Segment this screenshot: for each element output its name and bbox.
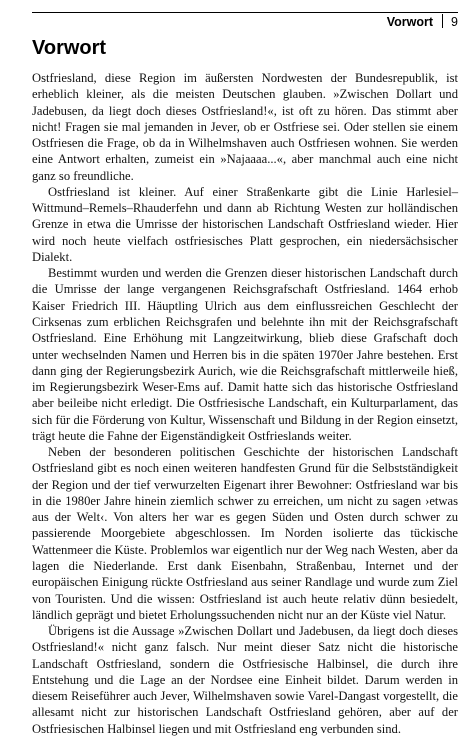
- paragraph: Ostfriesland, diese Region im äußersten Nordwesten der Bundesrepublik, ist erheblich kleiner, als die meisten Deutschen glauben. »Zwischen Dollart und Jadebusen, da liegt doch dieses Ostfriesland!«, ist oft zu hören. Das stimmt aber nicht! Fragen sie mal jemanden in Jever, ob er Ostfriese sei. Oder stellen sie einem Ostfriesen die Frage, ob da in Wilhelmshaven auch Ostfriesen wohnen. Sie werden eine Antwort erhalten, zumeist ein »Najaaaa...«, aber manchmal auch eine nicht ganz so freundliche.: [32, 71, 458, 183]
- paragraph: Bestimmt wurden und werden die Grenzen dieser historischen Landschaft durch die Umrisse der lange vergangenen Reichsgrafschaft Ostfriesland. 1464 erhob Kaiser Friedrich III. Häuptling Ulrich aus dem einflussreichen Geschlecht der Cirksenas zum erblichen Reichsgrafen und belehnte ihn mit der Reichsgrafschaft Ostfriesland. Eine Erhöhung mit Langzeitwirkung, blieb diese Grafschaft doch unter wechselnden Namen und Herren bis in die späten 1970er Jahre bestehen. Erst dann ging der Regierungsbezirk Aurich, wie die Reichsgrafschaft mittlerweile hieß, im Regierungsbezirk Weser-Ems auf. Damit hatte sich das historische Ostfriesland aber beileibe nicht erledigt. Die Ostfriesische Landschaft, ein Kulturparlament, das sich für die Förderung von Kultur, Wissenschaft und Bildung in der Region einsetzt, trägt heute die Fahne der Eigenständigkeit Ostfrieslands weiter.: [32, 266, 458, 443]
- body-text: [32, 70, 458, 737]
- running-head: [387, 14, 458, 29]
- paragraph: Neben der besonderen politischen Geschichte der historischen Landschaft Ostfriesland gibt es noch einen weiteren handfesten Grund für die Selbstständigkeit der Region und der tief verwurzelten Eigenart ihrer Bewohner: Ostfriesland war bis in die 1980er Jahre hinein ziemlich schwer zu erreichen, um nicht zu sagen ›etwas aus der Welt‹. Von alters her war es gegen Süden und Osten durch schwer zu passierende Moorgebiete abgeschlossen. Im Norden isolierte das tückische Wattenmeer die Küste. Problemlos war eigentlich nur der Weg nach Westen, aber da lagen die Niederlande. Erst dank Eisenbahn, Straßenbau, Internet und der europäischen Einigung rückte Ostfriesland aus seiner Randlage und wurde zum Ziel von Touristen. Und die wissen: Ostfriesland ist auch heute relativ dünn besiedelt, ländlich geprägt und bietet Erholungssuchenden nicht nur an der Küste viel Natur.: [32, 445, 458, 622]
- running-head-section: Vorwort: [386, 15, 434, 29]
- page-number: 9: [451, 15, 458, 29]
- paragraph: Ostfriesland ist kleiner. Auf einer Straßenkarte gibt die Linie Harlesiel–Wittmund–Remels–Rhauderfehn und dann ab Richtung Westen zur holländischen Grenze in etwa die Umrisse der historischen Landschaft Ostfriesland wieder. Hier wird noch heute vielfach ostfriesisches Platt gesprochen, ein niedersächsischer Dialekt.: [32, 184, 458, 264]
- header-rule: [32, 12, 458, 13]
- paragraph: Übrigens ist die Aussage »Zwischen Dollart und Jadebusen, da liegt doch dieses Ostfriesland!« nicht ganz falsch. Nur meint dieser Satz nicht die historische Landschaft Ostfriesland, sondern die Ostfriesische Halbinsel, die durch ihre Entstehung und die Lage an der Nordsee eine Einheit bildet. Darum werden in diesem Reiseführer auch Jever, Wilhelmshaven sowie Varel-Dangast vorgestellt, die allesamt nicht zur historischen Landschaft Ostfriesland gehören, aber auf der Ostfriesischen Halbinsel liegen und mit Ostfriesland eng verbunden sind.: [32, 624, 458, 736]
- running-head-divider: [442, 14, 443, 28]
- chapter-title: Vorwort: [32, 37, 107, 59]
